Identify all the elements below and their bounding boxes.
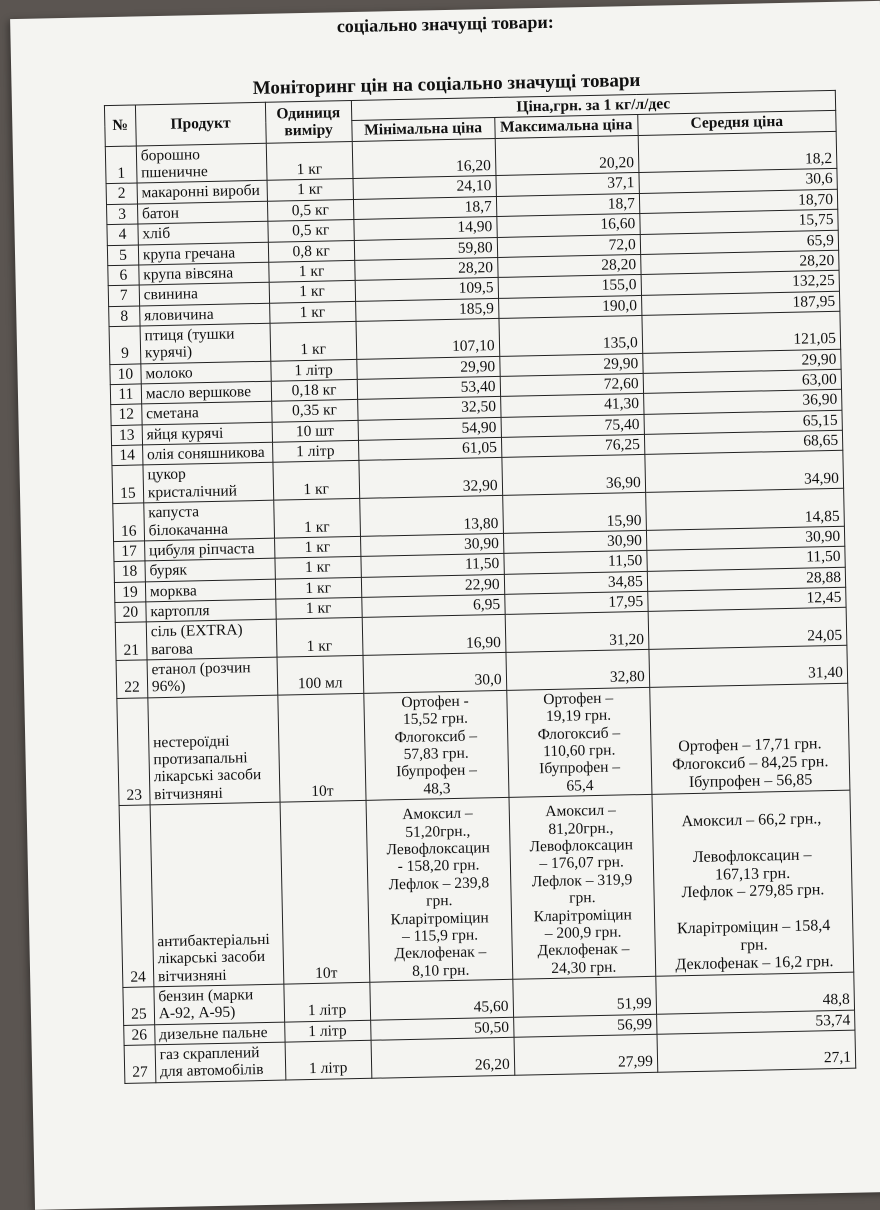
avg-price: 65,15 (644, 410, 843, 435)
max-price: 20,20 (495, 135, 639, 176)
avg-price: 48,8 (656, 972, 855, 1014)
min-price: 109,5 (355, 278, 499, 301)
min-price: 29,90 (356, 356, 500, 379)
min-price: 16,20 (352, 138, 496, 179)
row-number: 9 (109, 326, 141, 364)
col-header-unit: Одиниця виміру (265, 100, 352, 143)
min-price: Ортофен - 15,52 грн. Флогоксиб – 57,83 грн. Ібупрофен – 48,3 (363, 690, 508, 800)
unit-value: 1 кг (266, 141, 353, 181)
max-price: 76,25 (501, 435, 645, 458)
min-price: 107,10 (356, 318, 500, 359)
max-price: 75,40 (501, 414, 645, 437)
unit-value: 0,8 кг (268, 240, 354, 262)
avg-price: 15,75 (640, 209, 839, 234)
row-number: 2 (106, 183, 137, 204)
avg-price: 121,05 (642, 311, 841, 353)
unit-value: 1 кг (276, 597, 362, 619)
min-price: 53,40 (357, 376, 501, 399)
avg-price: 31,40 (649, 645, 848, 687)
col-header-max: Максимальна ціна (494, 115, 638, 138)
avg-price: 11,50 (647, 547, 846, 572)
price-table (104, 90, 856, 1084)
avg-price: 30,6 (639, 169, 838, 194)
avg-price: 68,65 (644, 430, 843, 455)
unit-value: 1 кг (267, 179, 353, 201)
max-price: 31,20 (505, 612, 649, 653)
min-price: 22,90 (361, 574, 505, 597)
product-name: масло вершкове (141, 381, 271, 404)
row-number: 10 (110, 364, 141, 385)
max-price: Амоксил – 81,20грн., Левофлоксацин – 176,07 грн. Лефлок – 319,9 грн. Кларітроміцин – 200,9 грн. Деклофенак – 24,30 грн. (509, 794, 656, 979)
min-price: 28,20 (354, 257, 498, 280)
max-price: 18,7 (496, 193, 640, 216)
min-price: 14,90 (353, 217, 497, 240)
min-price: 59,80 (354, 237, 498, 260)
avg-price: Ортофен – 17,71 грн. Флогоксиб – 84,25 грн. Ібупрофен – 56,85 (650, 683, 850, 794)
unit-value: 1 кг (269, 281, 355, 303)
avg-price: 28,88 (647, 567, 846, 592)
col-header-num: № (104, 105, 136, 146)
min-price: 32,50 (357, 397, 501, 420)
avg-price: Амоксил – 66,2 грн., Левофлоксацин – 167,13 грн. Лефлок – 279,85 грн. Кларітроміцин – 158,4 грн. Деклофенак – 16,2 грн. (652, 790, 854, 976)
row-number: 16 (113, 503, 145, 541)
row-number: 19 (114, 582, 145, 603)
product-name: морква (145, 579, 275, 602)
min-price: 18,7 (353, 196, 497, 219)
unit-value: 10т (278, 693, 366, 802)
avg-price: 36,90 (643, 390, 842, 415)
row-number: 7 (108, 285, 139, 306)
product-name: газ скраплений для автомобілів (155, 1042, 286, 1082)
product-name: бензин (марки А-92, А-95) (154, 984, 285, 1024)
product-name: яйця курячі (142, 422, 272, 445)
unit-value: 1 кг (270, 321, 357, 361)
max-price: 51,99 (512, 976, 656, 1017)
row-number: 27 (124, 1045, 156, 1083)
avg-price: 14,85 (645, 488, 844, 530)
row-number: 3 (106, 204, 137, 225)
avg-price: 132,25 (641, 271, 840, 296)
unit-value: 0,18 кг (271, 379, 357, 401)
row-number: 20 (115, 602, 146, 623)
unit-value: 1 кг (274, 536, 360, 558)
row-number: 13 (111, 425, 142, 446)
max-price: 28,20 (497, 254, 641, 277)
min-price: 45,60 (369, 979, 513, 1020)
min-price: 30,90 (360, 533, 504, 556)
table-row (117, 683, 850, 805)
unit-value: 1 кг (275, 557, 361, 579)
unit-value: 1 літр (284, 982, 371, 1022)
row-number: 11 (110, 384, 141, 405)
row-number: 26 (124, 1025, 155, 1046)
product-name: сметана (142, 402, 272, 425)
row-number: 25 (123, 987, 155, 1025)
unit-value: 10 шт (272, 420, 358, 442)
unit-value: 1 кг (273, 461, 360, 501)
row-number: 17 (114, 541, 145, 562)
avg-price: 63,00 (643, 369, 842, 394)
unit-value: 1 літр (271, 359, 357, 381)
max-price: 155,0 (498, 275, 642, 298)
min-price: 13,80 (359, 496, 503, 537)
max-price: 27,99 (514, 1034, 658, 1075)
row-number: 5 (107, 244, 138, 265)
min-price: 16,90 (362, 615, 506, 656)
unit-value: 1 літр (272, 441, 358, 463)
product-name: птиця (тушки курячі) (140, 323, 271, 363)
min-price: Амоксил – 51,20грн., Левофлоксацин - 158,20 грн. Лефлок – 239,8 грн. Кларітроміцин – 115,9 грн. Деклофенак – 8,10 грн. (366, 797, 513, 982)
max-price: 36,90 (502, 455, 646, 496)
unit-value: 1 літр (284, 1020, 370, 1042)
product-name: яловичина (139, 303, 269, 326)
avg-price: 34,90 (645, 451, 844, 493)
row-number: 6 (108, 265, 139, 286)
table-row (119, 790, 854, 987)
unit-value: 1 кг (269, 301, 355, 323)
product-name: капуста білокачанна (144, 500, 275, 540)
product-name: цукор кристалічний (143, 463, 274, 503)
product-name: хліб (138, 221, 268, 244)
max-price: 11,50 (504, 551, 648, 574)
max-price: 56,99 (513, 1014, 657, 1037)
max-price: 16,60 (497, 214, 641, 237)
max-price: 135,0 (499, 315, 643, 356)
unit-value: 1 кг (273, 499, 360, 539)
product-name: нестероїдні протизапальні лікарські засоби вітчизняні (148, 695, 280, 805)
min-price: 32,90 (358, 458, 502, 499)
unit-value: 1 літр (285, 1040, 372, 1080)
product-name: крупа гречана (138, 242, 268, 265)
product-name: цибуля ріпчаста (144, 538, 274, 561)
row-number: 23 (117, 698, 150, 806)
avg-price: 18,2 (638, 131, 837, 173)
max-price: 32,80 (506, 649, 650, 690)
row-number: 1 (105, 146, 137, 184)
max-price: 72,0 (497, 234, 641, 257)
avg-price: 65,9 (640, 230, 839, 255)
avg-price: 53,74 (656, 1010, 855, 1035)
unit-value: 1 кг (268, 260, 354, 282)
avg-price: 18,70 (639, 189, 838, 214)
avg-price: 29,90 (643, 349, 842, 374)
unit-value: 1 кг (275, 577, 361, 599)
product-name: сіль (EXTRA) вагова (146, 620, 277, 660)
max-price: 17,95 (504, 591, 648, 614)
row-number: 21 (115, 622, 147, 660)
product-name: дизельне пальне (154, 1022, 284, 1045)
min-price: 11,50 (360, 554, 504, 577)
min-price: 50,50 (370, 1017, 514, 1040)
min-price: 61,05 (358, 438, 502, 461)
unit-value: 1 кг (276, 618, 363, 658)
min-price: 30,0 (363, 652, 507, 693)
paper-sheet (10, 1, 880, 1210)
unit-value: 10т (280, 800, 370, 984)
product-name: борошно пшеничне (136, 143, 267, 183)
row-number: 24 (119, 805, 154, 988)
product-name: крупа вівсяна (139, 262, 269, 285)
row-number: 14 (112, 445, 143, 466)
unit-value: 0,35 кг (271, 400, 357, 422)
row-number: 8 (109, 306, 140, 327)
avg-price: 12,45 (648, 587, 847, 612)
product-name: молоко (141, 361, 271, 384)
row-number: 18 (114, 561, 145, 582)
unit-value: 100 мл (277, 655, 364, 695)
min-price: 54,90 (358, 417, 502, 440)
max-price: 29,90 (499, 353, 643, 376)
product-name: буряк (145, 558, 275, 581)
product-name: батон (137, 201, 267, 224)
max-price: 30,90 (503, 530, 647, 553)
avg-price: 187,95 (641, 291, 840, 316)
price-table-body (105, 131, 855, 1083)
row-number: 12 (111, 404, 142, 425)
avg-price: 27,1 (657, 1030, 856, 1072)
avg-price: 30,90 (646, 526, 845, 551)
max-price: 37,1 (496, 173, 640, 196)
row-number: 4 (107, 224, 138, 245)
min-price: 185,9 (355, 298, 499, 321)
avg-price: 28,20 (640, 250, 839, 275)
max-price: 15,90 (502, 493, 646, 534)
col-header-price-group: Ціна,грн. за 1 кг/л/дес (351, 90, 836, 121)
min-price: 24,10 (353, 176, 497, 199)
col-header-min: Мінімальна ціна (351, 118, 495, 141)
report-title: Моніторинг цін на соціально значущі товари (252, 69, 641, 100)
min-price: 26,20 (371, 1037, 515, 1078)
product-name: макаронні вироби (137, 181, 267, 204)
product-name: олія соняшникова (142, 442, 272, 465)
document-heading: соціально значущі товари: (336, 11, 554, 37)
col-header-product: Продукт (135, 102, 266, 145)
max-price: 34,85 (504, 571, 648, 594)
product-name: антибактеріальні лікарські засоби вітчизняні (150, 802, 284, 987)
avg-price: 24,05 (648, 608, 847, 650)
unit-value: 0,5 кг (268, 220, 354, 242)
row-number: 22 (116, 660, 148, 698)
max-price: 190,0 (498, 295, 642, 318)
max-price: Ортофен – 19,19 грн. Флогоксиб – 110,60 грн. Ібупрофен – 65,4 (506, 687, 651, 797)
unit-value: 0,5 кг (267, 199, 353, 221)
max-price: 72,60 (500, 373, 644, 396)
row-number: 15 (112, 465, 144, 503)
min-price: 6,95 (361, 594, 505, 617)
col-header-avg: Середня ціна (638, 111, 837, 136)
product-name: свинина (139, 282, 269, 305)
product-name: картопля (146, 599, 276, 622)
max-price: 41,30 (500, 394, 644, 417)
product-name: етанол (розчин 96%) (147, 657, 278, 697)
